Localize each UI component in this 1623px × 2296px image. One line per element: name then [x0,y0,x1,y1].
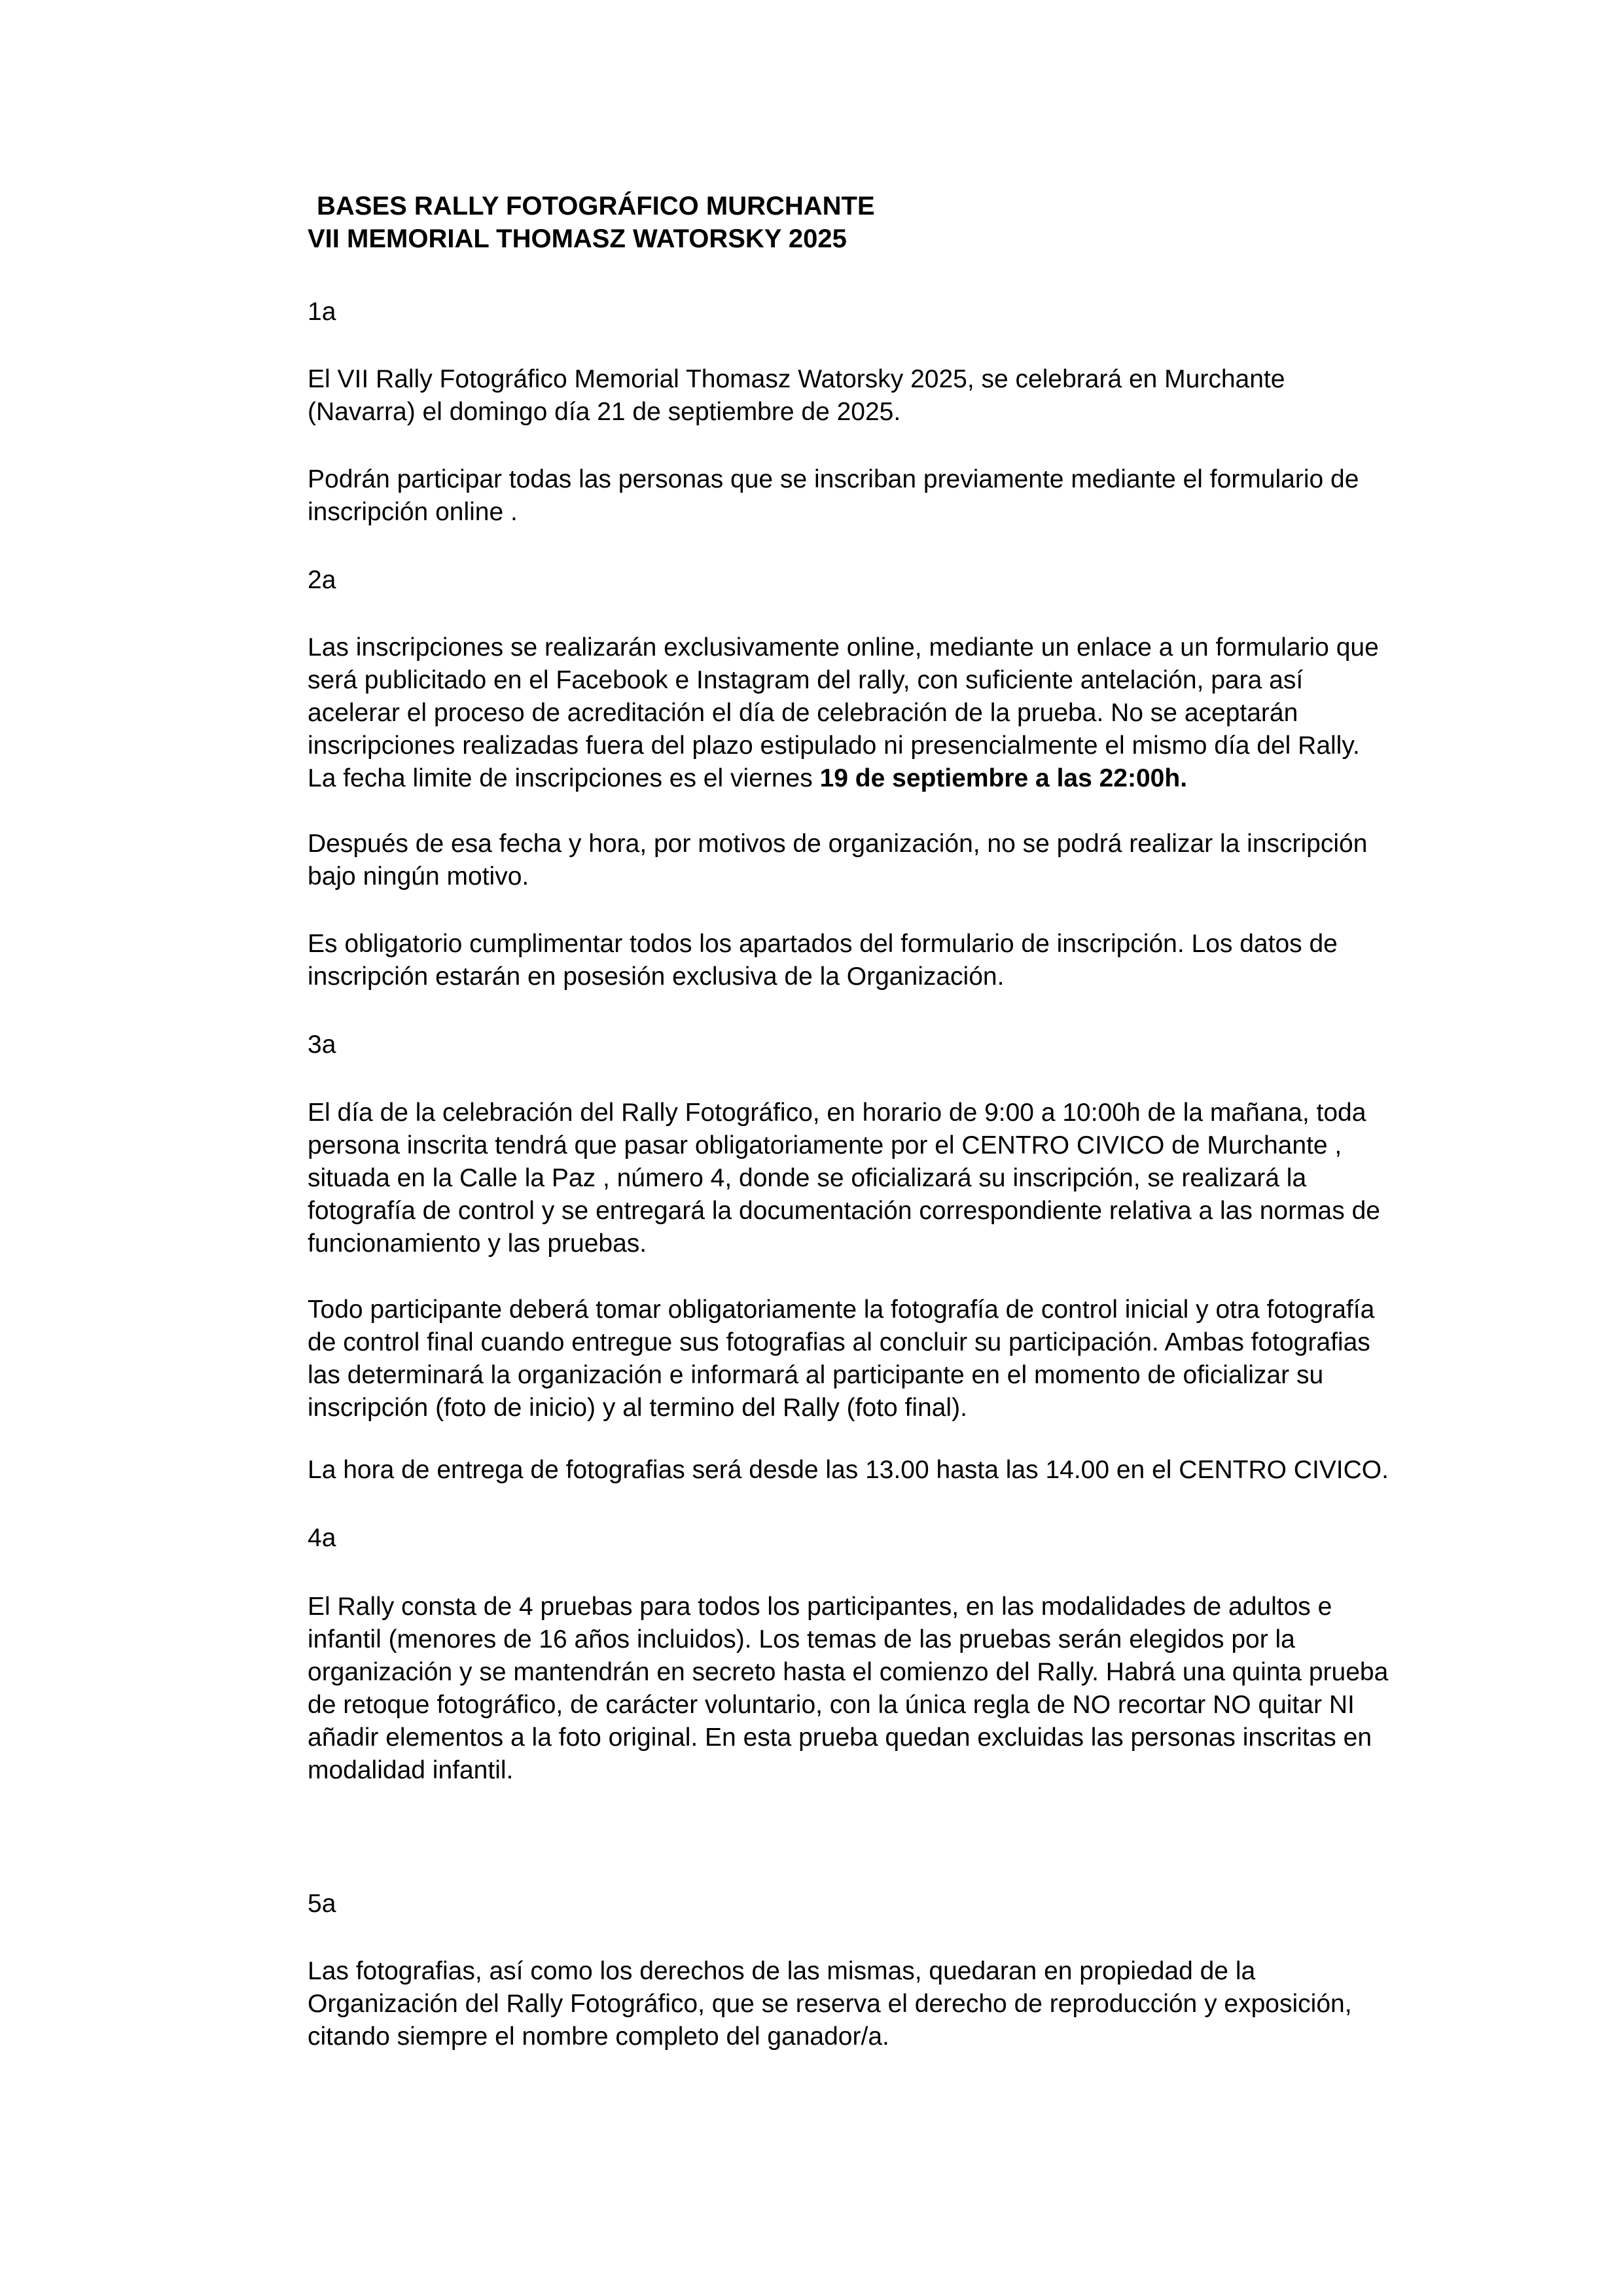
text-line: Organización del Rally Fotográfico, que se reserva el derecho de reproducción y exposición, [308,1990,1352,2018]
document-title [308,190,875,255]
text-line: acelerar el proceso de acreditación el día de celebración de la prueba. No se aceptarán [308,699,1298,727]
text-line: citando siempre el nombre completo del ganador/a. [308,2022,889,2051]
text-line: añadir elementos a la foto original. En esta prueba quedan excluidas las personas inscritas en [308,1723,1372,1752]
text-line: de retoque fotográfico, de carácter voluntario, con la única regla de NO recortar NO quitar NI [308,1691,1355,1719]
section-3-paragraph-3 [308,1454,1479,1487]
deadline-line [308,762,1479,795]
text-line: funcionamiento y las pruebas. [308,1229,647,1258]
text-line: bajo ningún motivo. [308,862,529,891]
text-line: Es obligatorio cumplimentar todos los apartados del formulario de inscripción. Los datos de [308,930,1338,958]
text-line: El día de la celebración del Rally Fotográfico, en horario de 9:00 a 10:00h de la mañana, toda [308,1099,1366,1127]
section-2-label: 2a [308,566,336,594]
section-4-label: 4a [308,1524,336,1552]
section-5-paragraph-1 [308,1955,1479,2053]
section-3-label: 3a [308,1031,336,1059]
text-line: organización y se mantendrán en secreto hasta el comienzo del Rally. Habrá una quinta prueba [308,1658,1389,1686]
text-line: inscripciones realizadas fuera del plazo estipulado ni presencialmente el mismo día del Rally. [308,732,1360,760]
text-line: será publicitado en el Facebook e Instagram del rally, con suficiente antelación, para así [308,666,1304,694]
text-line: El Rally consta de 4 pruebas para todos los participantes, en las modalidades de adultos e [308,1593,1332,1621]
text-line: La hora de entrega de fotografias será desde las 13.00 hasta las 14.00 en el CENTRO CIVICO. [308,1456,1389,1484]
text-line: infantil (menores de 16 años incluidos). Los temas de las pruebas serán elegidos por la [308,1625,1295,1653]
text-line: Las inscripciones se realizarán exclusivamente online, mediante un enlace a un formulario que [308,633,1379,662]
text-line: inscripción (foto de inicio) y al termino del Rally (foto final). [308,1394,967,1422]
text-line: (Navarra) el domingo día 21 de septiembre de 2025. [308,398,901,426]
text-line: las determinará la organización e informará al participante en el momento de oficializar su [308,1361,1324,1389]
section-3-paragraph-2 [308,1294,1479,1424]
text-line: Todo participante deberá tomar obligatoriamente la fotografía de control inicial y otra fotografía [308,1296,1375,1324]
title-line-2: VII MEMORIAL THOMASZ WATORSKY 2025 [308,224,847,253]
text-line: inscripción estarán en posesión exclusiva de la Organización. [308,963,1005,991]
section-2-paragraph-2 [308,828,1479,893]
text-line: situada en la Calle la Paz , número 4, donde se oficializará su inscripción, se realizará la [308,1164,1307,1192]
text-line: persona inscrita tendrá que pasar obligatoriamente por el CENTRO CIVICO de Murchante , [308,1131,1342,1159]
section-1-label: 1a [308,298,336,326]
section-1-paragraph-1 [308,363,1479,429]
deadline-date: 19 de septiembre a las 22:00h. [819,764,1188,792]
title-line-1: BASES RALLY FOTOGRÁFICO MURCHANTE [317,192,875,221]
text-line: El VII Rally Fotográfico Memorial Thomasz Watorsky 2025, se celebrará en Murchante [308,365,1285,393]
section-5-label: 5a [308,1890,336,1918]
text-line: Después de esa fecha y hora, por motivos de organización, no se podrá realizar la inscripción [308,830,1368,858]
section-2-paragraph-1 [308,631,1479,795]
deadline-prefix: La fecha limite de inscripciones es el viernes [308,764,820,792]
section-3-paragraph-1 [308,1097,1479,1260]
section-4-paragraph-1 [308,1591,1479,1787]
section-1-paragraph-2 [308,463,1479,529]
text-line: Podrán participar todas las personas que se inscriban previamente mediante el formulario de [308,465,1359,493]
text-line: inscripción online . [308,498,518,526]
text-line: de control final cuando entregue sus fotografias al concluir su participación. Ambas fotografias [308,1328,1370,1356]
text-line: fotografía de control y se entregará la documentación correspondiente relativa a las normas de [308,1197,1380,1225]
text-line: Las fotografias, así como los derechos de las mismas, quedaran en propiedad de la [308,1957,1256,1985]
text-line: modalidad infantil. [308,1756,514,1784]
section-2-paragraph-3 [308,928,1479,993]
